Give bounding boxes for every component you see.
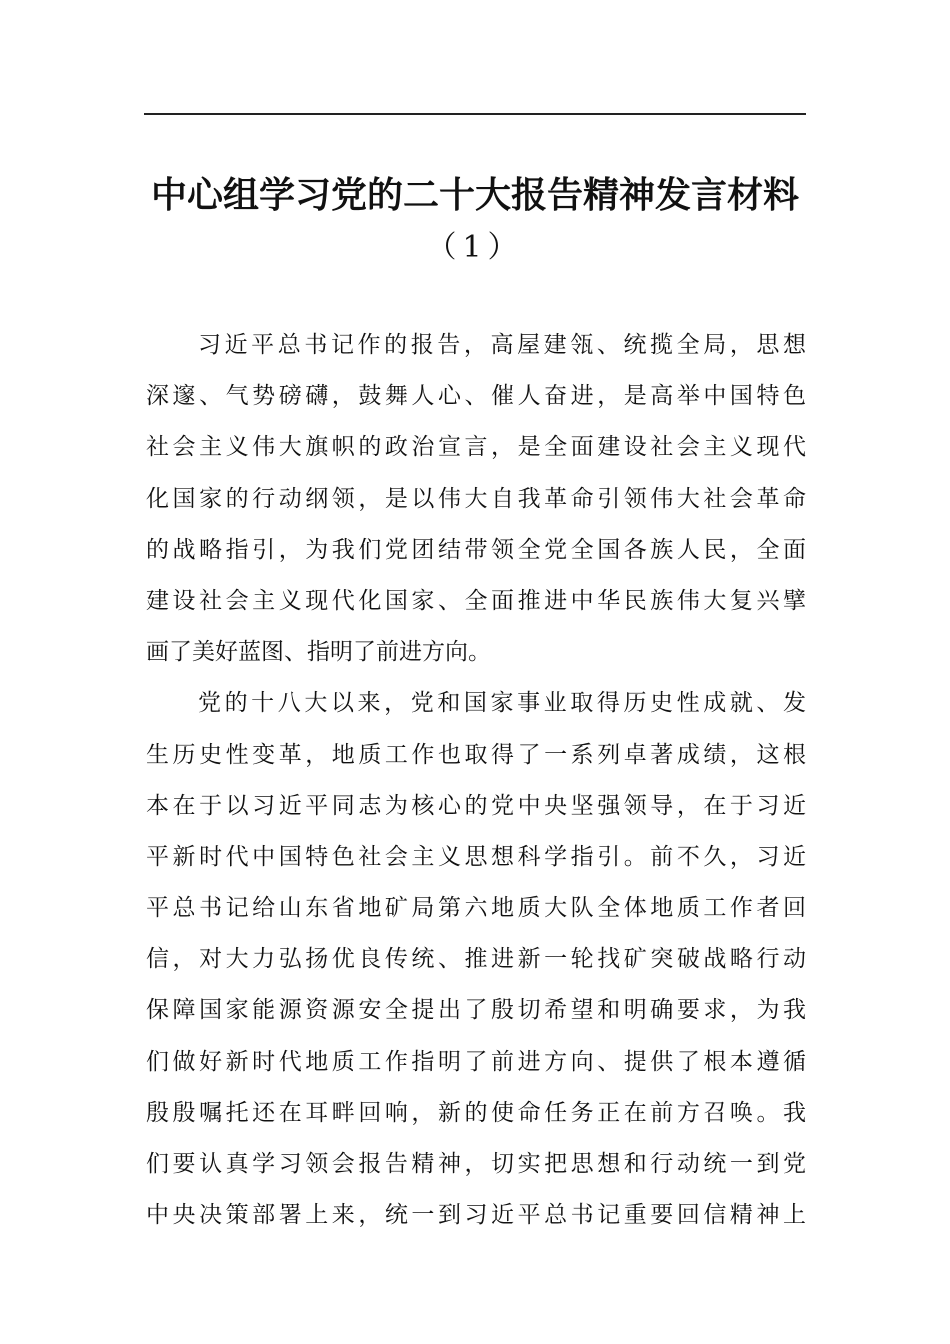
- text-line: 画了美好蓝图、指明了前进方向。: [146, 639, 491, 666]
- text-line: 平总书记给山东省地矿局第六地质大队全体地质工作者回: [146, 895, 806, 922]
- text-line: 深邃、气势磅礴，鼓舞人心、催人奋进，是高举中国特色: [146, 383, 806, 410]
- text-line: 中央决策部署上来，统一到习近平总书记重要回信精神上: [146, 1202, 806, 1229]
- text-line: 保障国家能源资源安全提出了殷切希望和明确要求，为我: [146, 997, 806, 1024]
- text-line: 信，对大力弘扬优良传统、推进新一轮找矿突破战略行动: [146, 946, 806, 973]
- document-body: [146, 320, 806, 1241]
- text-line: 党的十八大以来，党和国家事业取得历史性成就、发: [198, 690, 806, 717]
- text-line: 生历史性变革，地质工作也取得了一系列卓著成绩，这根: [146, 741, 806, 768]
- paragraph-1: [146, 320, 806, 678]
- text-line: 建设社会主义现代化国家、全面推进中华民族伟大复兴擘: [146, 587, 806, 614]
- text-line: 们做好新时代地质工作指明了前进方向、提供了根本遵循: [146, 1048, 806, 1075]
- text-line: 本在于以习近平同志为核心的党中央坚强领导，在于习近: [146, 792, 806, 819]
- text-line: 平新时代中国特色社会主义思想科学指引。前不久，习近: [146, 843, 806, 870]
- text-line: 殷殷嘱托还在耳畔回响，新的使命任务正在前方召唤。我: [146, 1099, 806, 1126]
- header-rule: [144, 113, 806, 115]
- text-line: 社会主义伟大旗帜的政治宣言，是全面建设社会主义现代: [146, 434, 806, 461]
- text-line: 的战略指引，为我们党团结带领全党全国各族人民，全面: [146, 536, 806, 563]
- document-title: 中心组学习党的二十大报告精神发言材料: [150, 174, 799, 216]
- text-line: 习近平总书记作的报告，高屋建瓴、统揽全局，思想: [198, 332, 806, 358]
- text-line: 们要认真学习领会报告精神，切实把思想和行动统一到党: [146, 1151, 806, 1177]
- text-line: 化国家的行动纲领，是以伟大自我革命引领伟大社会革命: [146, 485, 806, 512]
- document-title-number: （1）: [426, 230, 524, 265]
- paragraph-2: [146, 678, 806, 1241]
